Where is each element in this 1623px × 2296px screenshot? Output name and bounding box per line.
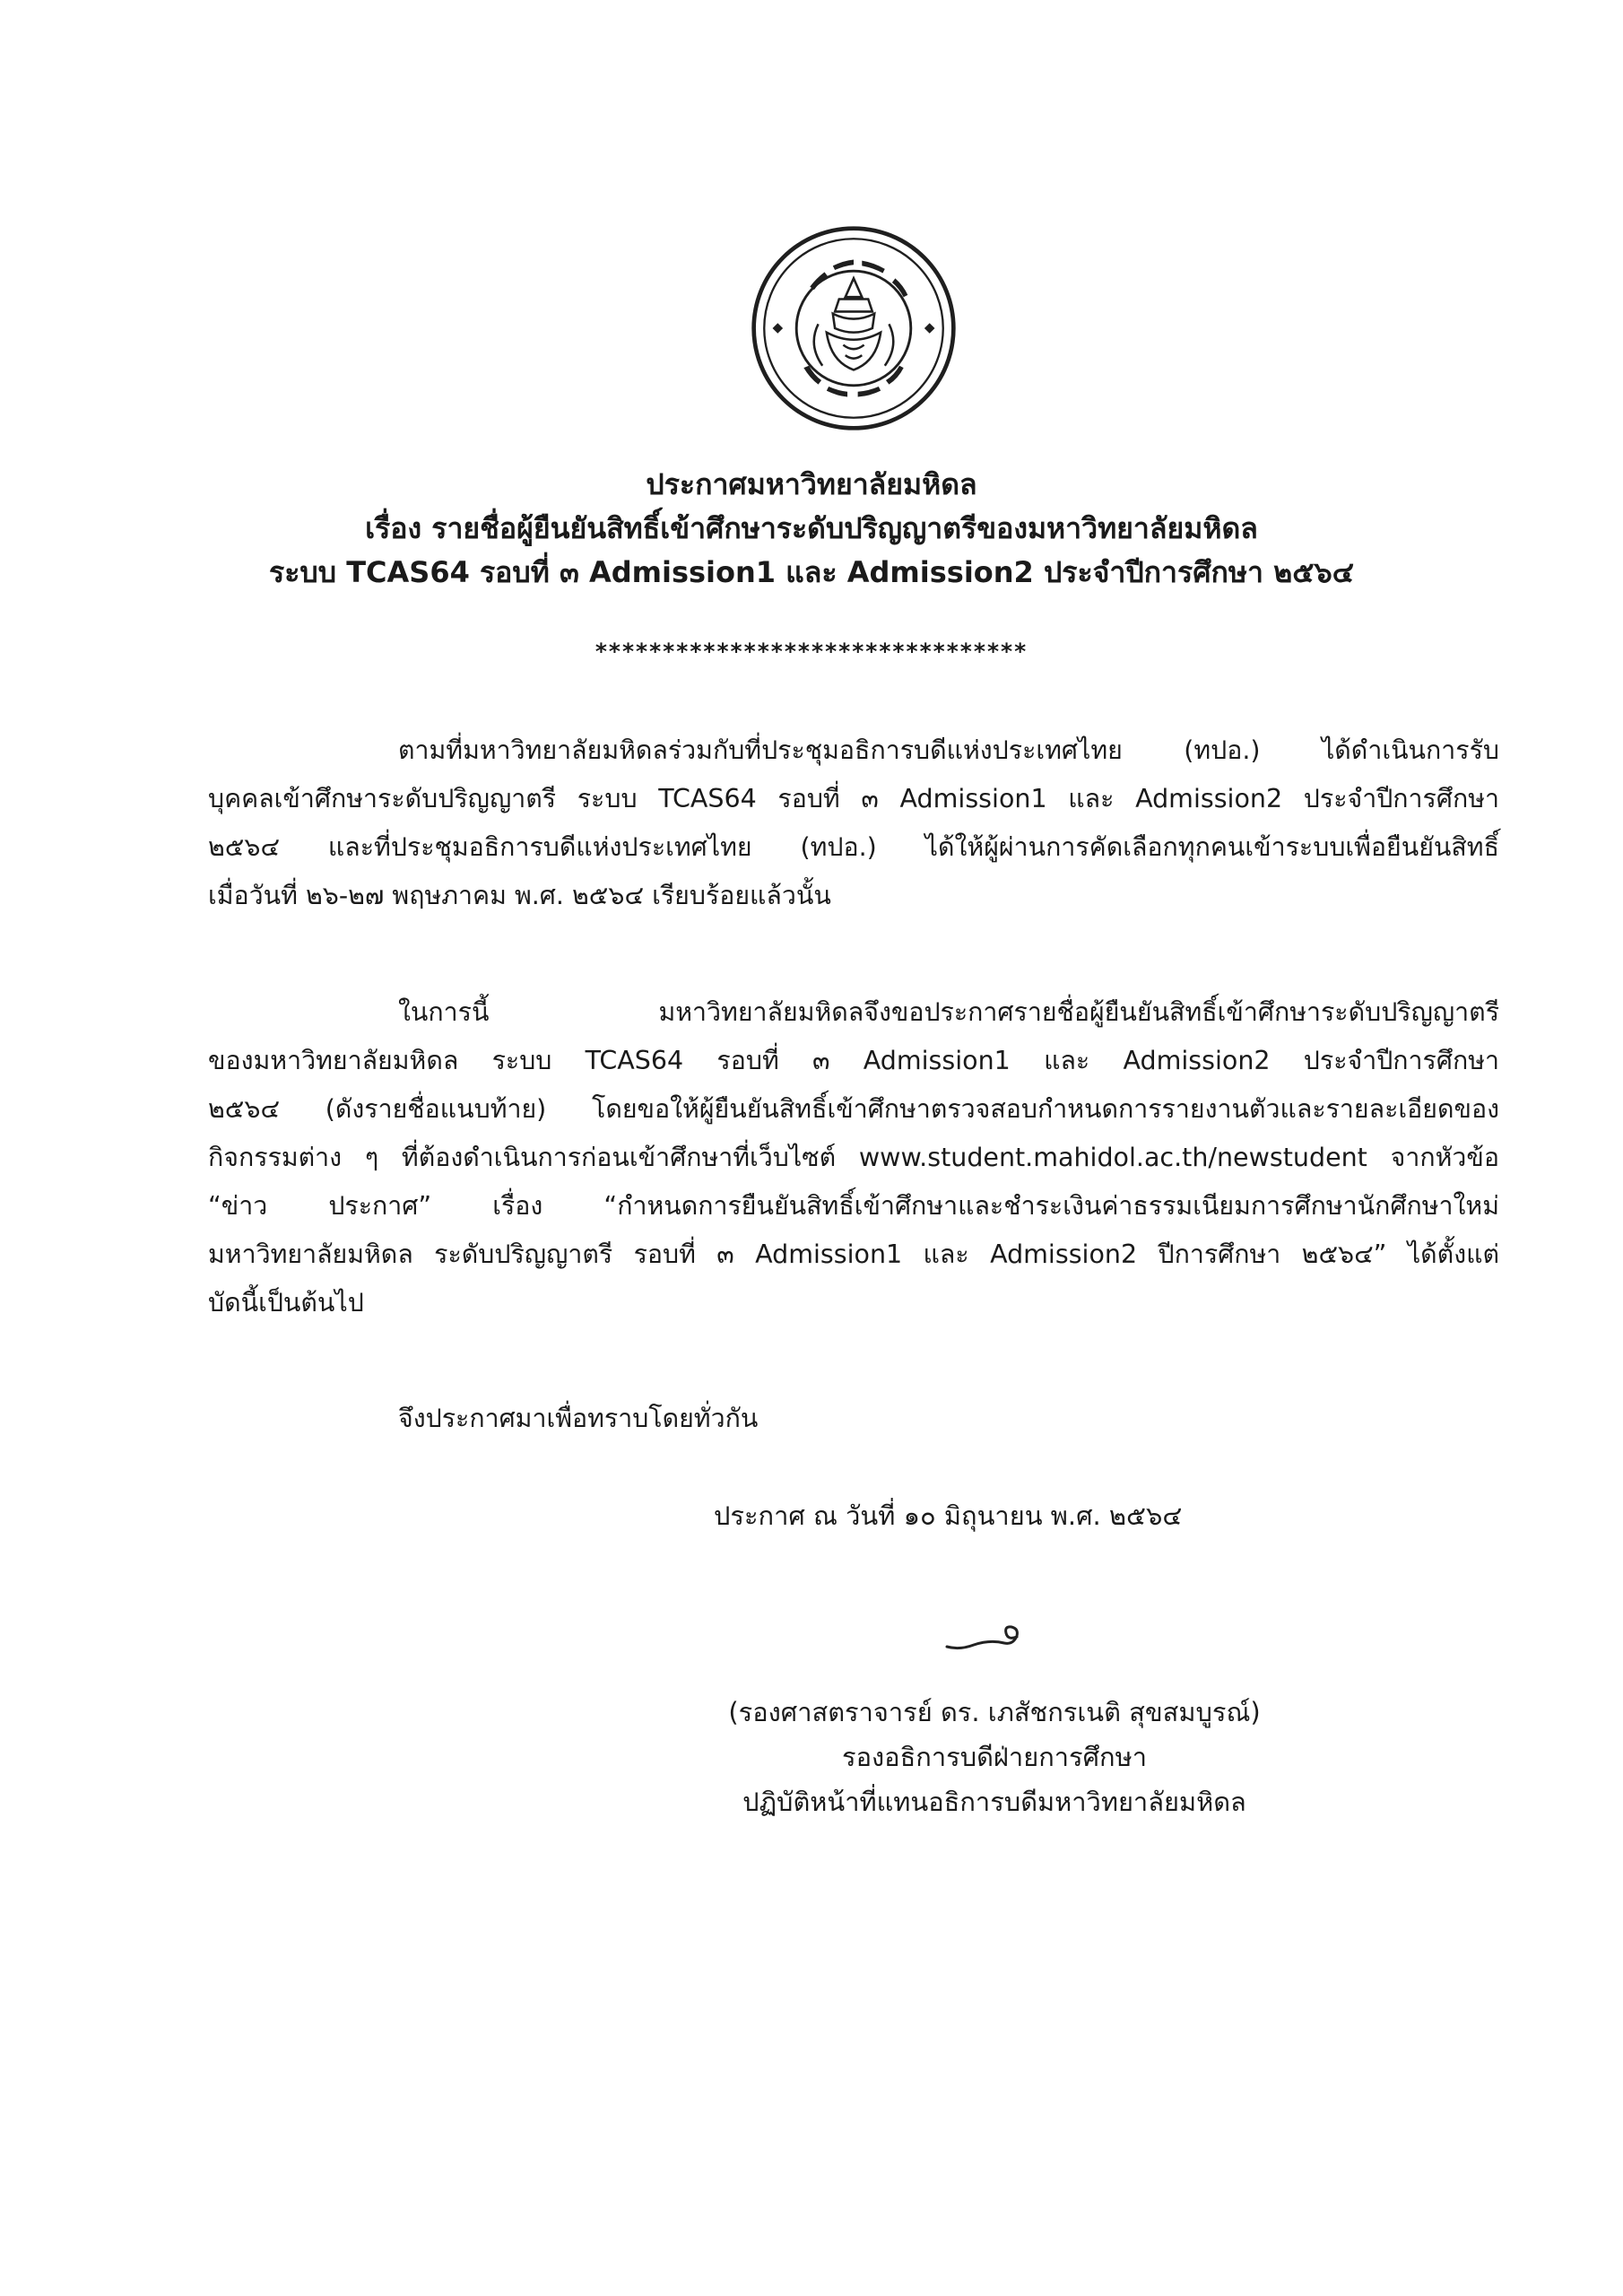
signatory-name: (รองศาสตราจารย์ ดร. เภสัชกรเนติ สุขสมบูรณ์) [728, 1697, 1261, 1727]
announcement-date: ประกาศ ณ วันที่ ๑๐ มิถุนายน พ.ศ. ๒๕๖๔ [714, 1500, 1183, 1531]
paragraph-line: กิจกรรมต่าง ๆ ที่ต้องดำเนินการก่อนเข้าศึกษาที่เว็บไซต์ www.student.mahidol.ac.th/newstudent จากหัวข้อ [208, 1143, 1499, 1172]
signatory-block [689, 1690, 1300, 1824]
signature-mark [942, 1622, 1038, 1661]
paragraph-line: ตามที่มหาวิทยาลัยมหิดลร่วมกับที่ประชุมอธิการบดีแห่งประเทศไทย (ทปอ.) ได้ดำเนินการรับ [398, 735, 1499, 765]
paragraph-line: ในการนี้ มหาวิทยาลัยมหิดลจึงขอประกาศรายชื่อผู้ยืนยันสิทธิ์เข้าศึกษาระดับปริญญาตรี [398, 997, 1499, 1027]
announcement-title: ประกาศมหาวิทยาลัยมหิดล [646, 467, 977, 501]
paragraph-line: มหาวิทยาลัยมหิดล ระดับปริญญาตรี รอบที่ ๓ Admission1 และ Admission2 ปีการศึกษา ๒๕๖๔” ได้ตั้งแต่ [208, 1239, 1499, 1269]
paragraph-1 [208, 726, 1499, 920]
announcement-header [0, 463, 1623, 595]
paragraph-line: “ข่าว ประกาศ” เรื่อง “กำหนดการยืนยันสิทธิ์เข้าศึกษาและชำระเงินค่าธรรมเนียมการศึกษานักศึกษาใหม่ [208, 1191, 1499, 1221]
paragraph-line: บัดนี้เป็นต้นไป [208, 1288, 364, 1318]
paragraph-line: เมื่อวันที่ ๒๖-๒๗ พฤษภาคม พ.ศ. ๒๕๖๔ เรียบร้อยแล้วนั้น [208, 881, 831, 910]
paragraph-line: ของมหาวิทยาลัยมหิดล ระบบ TCAS64 รอบที่ ๓ Admission1 และ Admission2 ประจำปีการศึกษา [208, 1046, 1499, 1075]
paragraph-line: บุคคลเข้าศึกษาระดับปริญญาตรี ระบบ TCAS64 รอบที่ ๓ Admission1 และ Admission2 ประจำปีการศึกษา [208, 784, 1499, 813]
announcement-subtitle: ระบบ TCAS64 รอบที่ ๓ Admission1 และ Admission2 ประจำปีการศึกษา ๒๕๖๔ [269, 555, 1354, 589]
signatory-position: รองอธิการบดีฝ่ายการศึกษา [842, 1742, 1147, 1772]
paragraph-line: ๒๕๖๔ (ดังรายชื่อแนบท้าย) โดยขอให้ผู้ยืนยันสิทธิ์เข้าศึกษาตรวจสอบกำหนดการรายงานตัวและรายละเอียดของ [208, 1094, 1499, 1124]
asterisk-separator: ******************************** [595, 639, 1028, 665]
announcement-subject: เรื่อง รายชื่อผู้ยืนยันสิทธิ์เข้าศึกษาระดับปริญญาตรีของมหาวิทยาลัยมหิดล [365, 511, 1258, 545]
closing-text: จึงประกาศมาเพื่อทราบโดยทั่วกัน [398, 1404, 759, 1433]
signatory-acting-role: ปฏิบัติหน้าที่แทนอธิการบดีมหาวิทยาลัยมหิดล [742, 1787, 1246, 1817]
closing-statement [208, 1395, 1499, 1443]
paragraph-2 [208, 988, 1499, 1327]
paragraph-line: ๒๕๖๔ และที่ประชุมอธิการบดีแห่งประเทศไทย (ทปอ.) ได้ให้ผู้ผ่านการคัดเลือกทุกคนเข้าระบบเพื่อยืนยันสิทธิ์ [208, 832, 1499, 862]
mahidol-university-seal [750, 224, 958, 432]
